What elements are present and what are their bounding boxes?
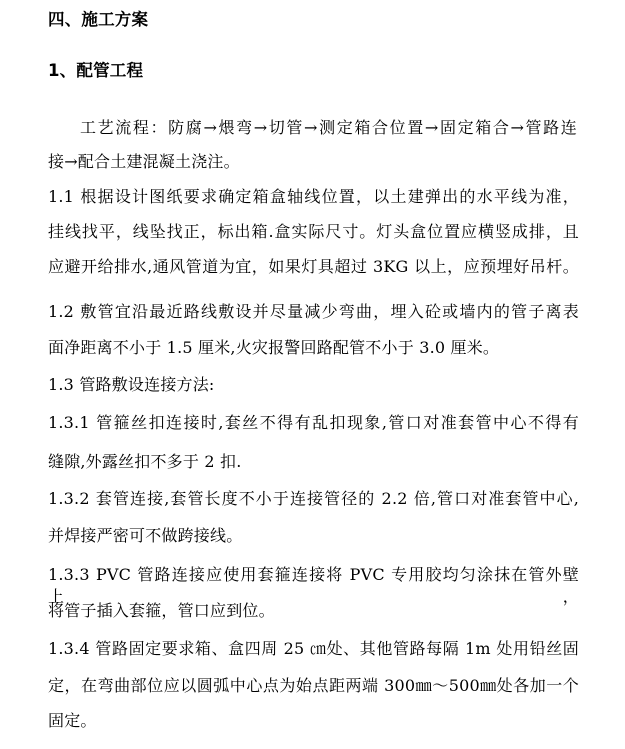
paragraph-1-3-1-line-1: 1.3.1 管箍丝扣连接时,套丝不得有乱扣现象,管口对准套管中心不得有 — [48, 413, 579, 432]
paragraph-1-2-line-1: 1.2 敷管宜沿最近路线敷设并尽量减少弯曲，埋入砼或墙内的管子离表 — [48, 302, 579, 321]
paragraph-1-3-3-line-2: 将管子插入套箍，管口应到位。 — [48, 601, 275, 620]
paragraph-1-3-1-line-2: 缝隙,外露丝扣不多于 2 扣. — [48, 452, 242, 471]
paragraph-1-3-3-line-1: 1.3.3 PVC 管路连接应使用套箍连接将 PVC 专用胶均匀涂抹在管外壁上， — [48, 565, 579, 606]
paragraph-1-1-line-2: 挂线找平，线坠找正，标出箱.盒实际尺寸。灯头盒位置应横竖成排，且 — [48, 222, 579, 241]
paragraph-1-3-line-1: 1.3 管路敷设连接方法: — [48, 375, 215, 394]
paragraph-1-3-2-line-2: 并焊接严密可不做跨接线。 — [48, 526, 243, 545]
paragraph-1-2-line-2: 面净距离不小于 1.5 厘米,火灾报警回路配管不小于 3.0 厘米。 — [48, 338, 500, 357]
paragraph-1-1-line-1: 1.1 根据设计图纸要求确定箱盒轴线位置，以土建弹出的水平线为准， — [48, 187, 579, 206]
paragraph-1-3-4-line-1: 1.3.4 管路固定要求箱、盒四周 25 ㎝处、其他管路每隔 1m 处用铅丝固 — [48, 639, 579, 658]
paragraph-1-3-4-line-2: 定，在弯曲部位应以圆弧中心点为始点距两端 300㎜～500㎜处各加一个 — [48, 676, 579, 695]
paragraph-1-3-2-line-1: 1.3.2 套管连接,套管长度不小于连接管径的 2.2 倍,管口对准套管中心, — [48, 489, 579, 508]
paragraph-process-flow-line-2: 接→配合土建混凝土浇注。 — [48, 152, 240, 171]
paragraph-1-3-4-line-3: 固定。 — [48, 711, 97, 730]
section-heading: 四、施工方案 — [48, 10, 149, 29]
subsection-heading: 1、配管工程 — [48, 61, 144, 80]
paragraph-process-flow-line-1: 工艺流程：防腐→煨弯→切管→测定箱合位置→固定箱合→管路连 — [80, 118, 577, 137]
paragraph-1-1-line-3: 应避开给排水,通风管道为宜，如果灯具超过 3KG 以上，应预埋好吊杆。 — [48, 257, 579, 276]
